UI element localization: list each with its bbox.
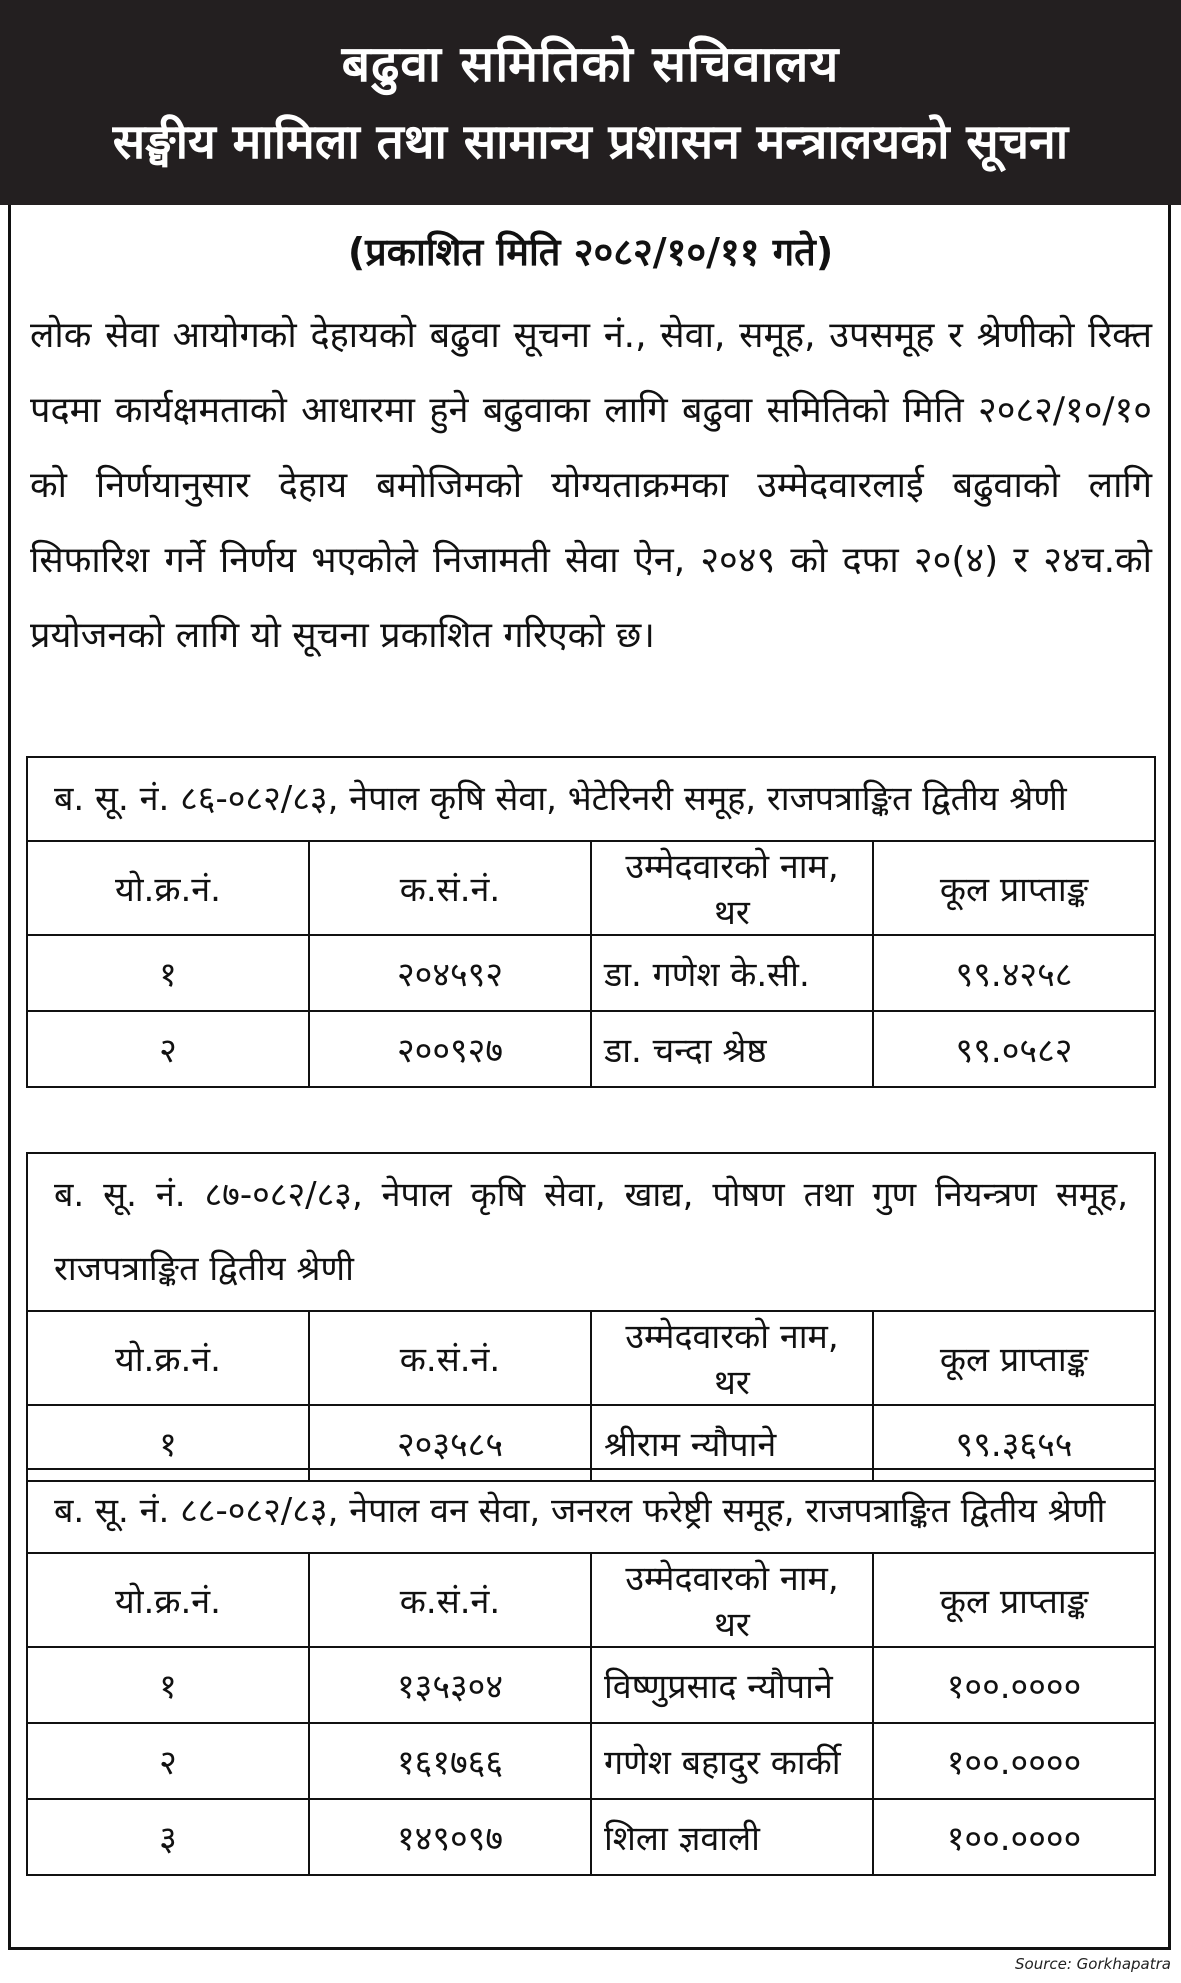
cell-name: श्रीराम न्यौपाने [591, 1405, 873, 1481]
column-header-row [27, 841, 1155, 935]
header-title-ministry: सङ्घीय मामिला तथा सामान्य प्रशासन मन्त्रालयको सूचना [112, 113, 1069, 170]
cell-score: १००.०००० [873, 1799, 1155, 1875]
cell-serial: १ [27, 1647, 309, 1723]
cell-name: गणेश बहादुर कार्की [591, 1723, 873, 1799]
cell-serial: १ [27, 1405, 309, 1481]
col-symbol-header: क.सं.नं. [309, 841, 591, 935]
col-symbol-header: क.सं.नं. [309, 1311, 591, 1405]
cell-score: ९९.०५८२ [873, 1011, 1155, 1087]
group-heading: ब. सू. नं. ८८-०८२/८३, नेपाल वन सेवा, जनरल फरेष्ट्री समूह, राजपत्राङ्कित द्वितीय श्रेणी [27, 1469, 1155, 1553]
cell-serial: २ [27, 1011, 309, 1087]
cell-symbol: २०४५९२ [309, 935, 591, 1011]
group-heading: ब. सू. नं. ८६-०८२/८३, नेपाल कृषि सेवा, भेटेरिनरी समूह, राजपत्राङ्कित द्वितीय श्रेणी [27, 757, 1155, 841]
published-date: (प्रकाशित मिति २०८२/१०/११ गते) [347, 230, 834, 274]
cell-serial: ३ [27, 1799, 309, 1875]
cell-name: डा. चन्दा श्रेष्ठ [591, 1011, 873, 1087]
header-title-secretariat: बढुवा समितिको सचिवालय [341, 34, 840, 93]
col-serial-header: यो.क्र.नं. [27, 841, 309, 935]
notice-header [0, 0, 1181, 205]
col-score-header: कूल प्राप्ताङ्क [873, 1553, 1155, 1647]
group-heading: ब. सू. नं. ८७-०८२/८३, नेपाल कृषि सेवा, खाद्य, पोषण तथा गुण नियन्त्रण समूह, राजपत्राङ्कित द्वितीय श्रेणी [27, 1153, 1155, 1311]
col-name-header: उम्मेदवारको नाम, थर [591, 1311, 873, 1405]
cell-score: १००.०००० [873, 1723, 1155, 1799]
cell-name: डा. गणेश के.सी. [591, 935, 873, 1011]
col-serial-header: यो.क्र.नं. [27, 1311, 309, 1405]
cell-serial: २ [27, 1723, 309, 1799]
table-row [27, 1647, 1155, 1723]
cell-symbol: १६१७६६ [309, 1723, 591, 1799]
cell-symbol: १३५३०४ [309, 1647, 591, 1723]
column-header-row [27, 1553, 1155, 1647]
table-row [27, 935, 1155, 1011]
cell-symbol: १४९०९७ [309, 1799, 591, 1875]
col-name-header: उम्मेदवारको नाम, थर [591, 1553, 873, 1647]
group-table-87 [26, 1152, 1156, 1482]
group-table-86 [26, 756, 1156, 1088]
column-header-row [27, 1311, 1155, 1405]
cell-symbol: २००९२७ [309, 1011, 591, 1087]
cell-symbol: २०३५८५ [309, 1405, 591, 1481]
col-score-header: कूल प्राप्ताङ्क [873, 1311, 1155, 1405]
cell-score: १००.०००० [873, 1647, 1155, 1723]
table-row [27, 1723, 1155, 1799]
col-name-header: उम्मेदवारको नाम, थर [591, 841, 873, 935]
intro-paragraph: लोक सेवा आयोगको देहायको बढुवा सूचना नं., सेवा, समूह, उपसमूह र श्रेणीको रिक्त पदमा कार्यक्षमताको आधारमा हुने बढुवाका लागि बढुवा समितिको मिति २०८२/१०/१० को निर्णयानुसार देहाय बमोजिमको योग्यताक्रमका उम्मेदवारलाई बढुवाको लागि सिफारिश गर्ने निर्णय भएकोले निजामती सेवा ऐन, २०४९ को दफा २०(४) र २४च.को प्रयोजनको लागि यो सूचना प्रकाशित गरिएको छ। [30, 315, 1152, 656]
source-credit: Source: Gorkhapatra [1015, 1955, 1171, 1973]
col-symbol-header: क.सं.नं. [309, 1553, 591, 1647]
cell-score: ९९.३६५५ [873, 1405, 1155, 1481]
table-row [27, 1799, 1155, 1875]
table-row [27, 1011, 1155, 1087]
cell-score: ९९.४२५८ [873, 935, 1155, 1011]
col-serial-header: यो.क्र.नं. [27, 1553, 309, 1647]
cell-serial: १ [27, 935, 309, 1011]
cell-name: विष्णुप्रसाद न्यौपाने [591, 1647, 873, 1723]
group-table-88 [26, 1468, 1156, 1876]
cell-name: शिला ज्ञवाली [591, 1799, 873, 1875]
col-score-header: कूल प्राप्ताङ्क [873, 841, 1155, 935]
